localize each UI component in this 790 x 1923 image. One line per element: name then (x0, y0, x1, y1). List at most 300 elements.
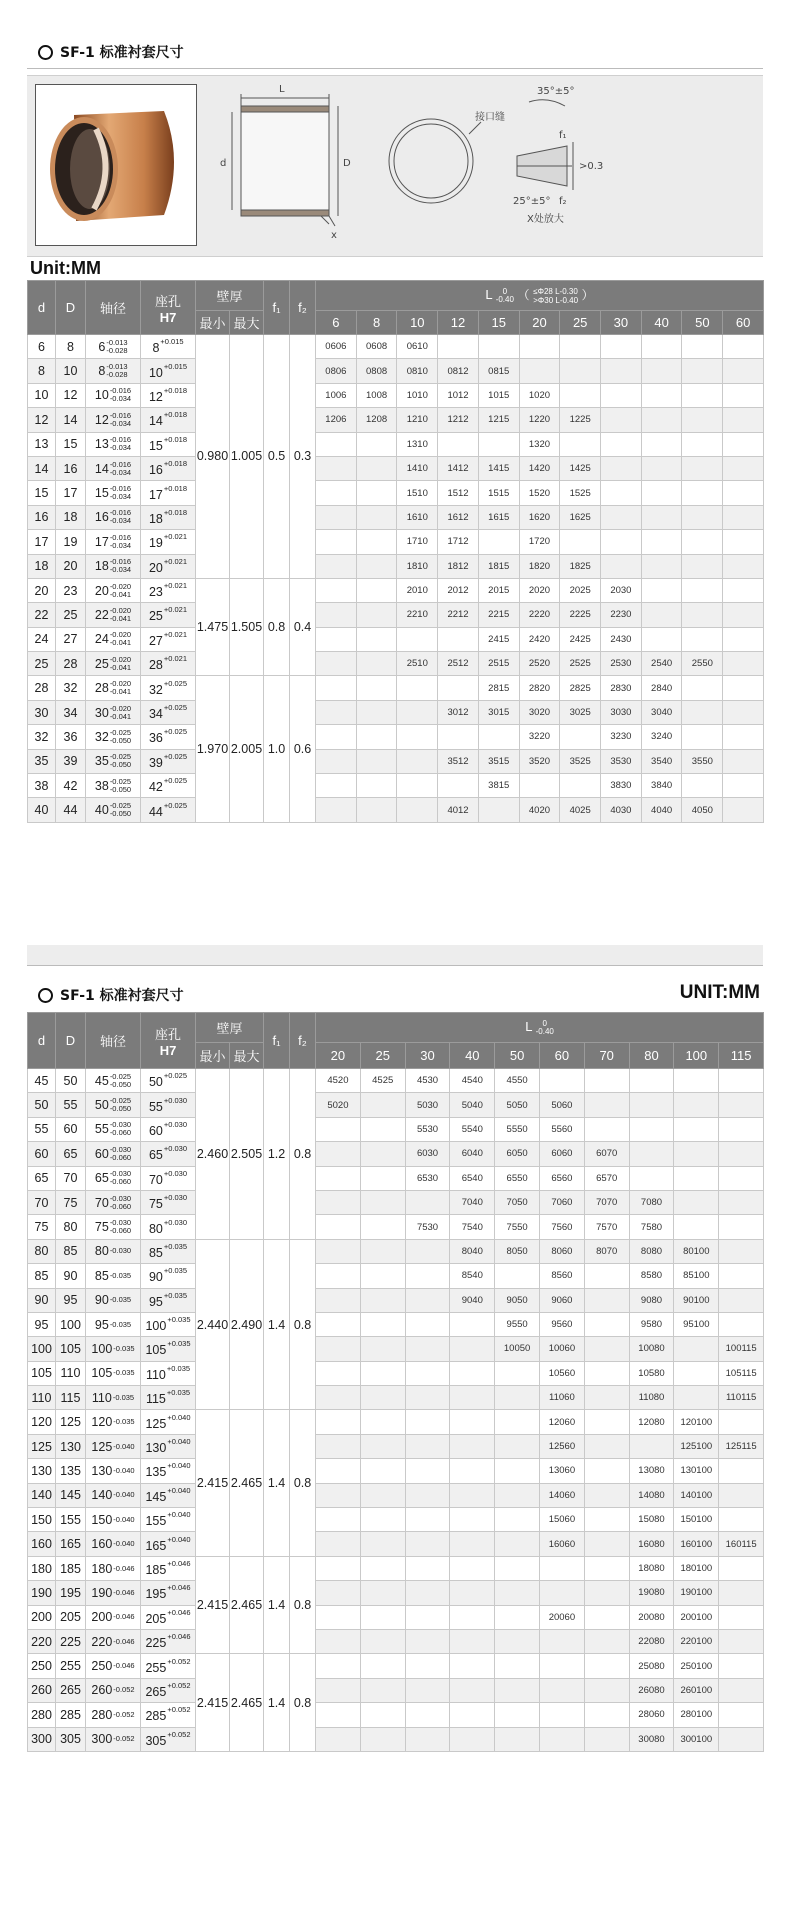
cell-code (584, 1410, 629, 1434)
cell-bore: 305 +0.052 (141, 1727, 196, 1751)
cell-code: 0610 (397, 335, 438, 359)
cell-code (316, 1678, 361, 1702)
cell-f2: 0.4 (290, 578, 316, 676)
cell-code: 3515 (478, 749, 519, 773)
cell-code: 220100 (674, 1629, 719, 1653)
cell-code: 6050 (495, 1142, 540, 1166)
cell-wall-min: 2.415 (196, 1654, 230, 1752)
cell-code (478, 725, 519, 749)
col-wall: 壁厚 (196, 281, 264, 311)
cell-bore: 185 +0.046 (141, 1556, 196, 1580)
cell-shaft: 150 -0.040 (86, 1508, 141, 1532)
cell-D: 36 (56, 725, 86, 749)
cell-code: 11080 (629, 1386, 674, 1410)
cell-code (540, 1727, 585, 1751)
cell-code: 8580 (629, 1264, 674, 1288)
cell-shaft: 30 -0.020 -0.041 (86, 700, 141, 724)
bushing-photo-image (36, 85, 196, 245)
cell-code: 2840 (641, 676, 682, 700)
cell-code: 3025 (560, 700, 601, 724)
cell-code: 0808 (356, 359, 397, 383)
cell-D: 8 (56, 335, 86, 359)
table-row (28, 1166, 764, 1190)
cell-code (356, 627, 397, 651)
cell-d: 75 (28, 1215, 56, 1239)
cell-shaft: 16 -0.016 -0.034 (86, 505, 141, 529)
cell-code (584, 1581, 629, 1605)
cell-shaft: 20 -0.020 -0.041 (86, 578, 141, 602)
cell-D: 27 (56, 627, 86, 651)
cell-code (405, 1727, 450, 1751)
col-L-100: 100 (674, 1043, 719, 1069)
cell-d: 55 (28, 1117, 56, 1141)
cell-shaft: 15 -0.016 -0.034 (86, 481, 141, 505)
cell-code (674, 1190, 719, 1214)
cell-code: 2820 (519, 676, 560, 700)
cell-code: 8540 (450, 1264, 495, 1288)
col-L-50: 50 (682, 311, 723, 335)
cell-code (360, 1508, 405, 1532)
cell-code: 120100 (674, 1410, 719, 1434)
cell-code (723, 359, 764, 383)
divider (27, 965, 763, 966)
cell-bore: 19 +0.021 (141, 530, 196, 554)
cell-code: 1208 (356, 408, 397, 432)
cell-code (360, 1093, 405, 1117)
cell-code: 13060 (540, 1459, 585, 1483)
cell-code (356, 798, 397, 822)
cell-D: 17 (56, 481, 86, 505)
cell-code (316, 481, 357, 505)
col-wall-max: 最大 (230, 311, 264, 335)
cell-code (719, 1508, 764, 1532)
cell-code (316, 1190, 361, 1214)
cell-code: 1815 (478, 554, 519, 578)
cell-code: 6550 (495, 1166, 540, 1190)
col-wall-min: 最小 (196, 311, 230, 335)
cell-code: 300100 (674, 1727, 719, 1751)
cell-code: 140100 (674, 1483, 719, 1507)
cell-code (674, 1142, 719, 1166)
cell-code (316, 749, 357, 773)
cell-code (682, 554, 723, 578)
cell-code (495, 1629, 540, 1653)
cell-code: 1520 (519, 481, 560, 505)
col-d: d (28, 1013, 56, 1069)
cell-d: 65 (28, 1166, 56, 1190)
cell-code (495, 1483, 540, 1507)
cell-d: 160 (28, 1532, 56, 1556)
cell-D: 10 (56, 359, 86, 383)
cell-code: 1515 (478, 481, 519, 505)
cell-code (316, 603, 357, 627)
cell-code (360, 1142, 405, 1166)
cell-bore: 110 +0.035 (141, 1361, 196, 1385)
cell-code: 3815 (478, 774, 519, 798)
cell-bore: 90 +0.035 (141, 1264, 196, 1288)
cell-D: 65 (56, 1142, 86, 1166)
cell-code (584, 1532, 629, 1556)
cell-code: 5560 (540, 1117, 585, 1141)
cell-code (719, 1264, 764, 1288)
cell-code (540, 1678, 585, 1702)
cell-d: 70 (28, 1190, 56, 1214)
cell-code: 1820 (519, 554, 560, 578)
cell-code (723, 603, 764, 627)
cell-code (360, 1312, 405, 1336)
cell-code: 5050 (495, 1093, 540, 1117)
cell-code (723, 432, 764, 456)
cell-code (316, 1239, 361, 1263)
cell-code (719, 1215, 764, 1239)
cell-code: 25080 (629, 1654, 674, 1678)
cell-code (601, 335, 642, 359)
cell-D: 50 (56, 1069, 86, 1093)
cell-code (641, 578, 682, 602)
cell-code (719, 1069, 764, 1093)
cell-code: 1212 (438, 408, 479, 432)
cell-code: 1012 (438, 383, 479, 407)
cell-d: 120 (28, 1410, 56, 1434)
cell-code (719, 1727, 764, 1751)
cell-code: 2540 (641, 652, 682, 676)
cell-D: 39 (56, 749, 86, 773)
cell-code: 3012 (438, 700, 479, 724)
cell-code (316, 652, 357, 676)
cell-code: 4550 (495, 1069, 540, 1093)
cell-code (723, 627, 764, 651)
cell-code (478, 530, 519, 554)
cell-code: 2210 (397, 603, 438, 627)
cell-shaft: 45 -0.025 -0.050 (86, 1069, 141, 1093)
cell-bore: 80 +0.030 (141, 1215, 196, 1239)
cell-code: 2425 (560, 627, 601, 651)
cell-D: 42 (56, 774, 86, 798)
cell-code: 2515 (478, 652, 519, 676)
cell-d: 280 (28, 1703, 56, 1727)
cell-code (450, 1337, 495, 1361)
cell-D: 15 (56, 432, 86, 456)
cell-code: 4540 (450, 1069, 495, 1093)
cell-code: 2030 (601, 578, 642, 602)
cell-d: 10 (28, 383, 56, 407)
cell-code (719, 1556, 764, 1580)
cell-f2: 0.8 (290, 1069, 316, 1240)
cell-code (356, 578, 397, 602)
table-row (28, 359, 764, 383)
cell-code: 14060 (540, 1483, 585, 1507)
cell-code (682, 774, 723, 798)
cell-shaft: 90 -0.035 (86, 1288, 141, 1312)
cell-code: 0810 (397, 359, 438, 383)
cell-code (641, 530, 682, 554)
cell-code: 1510 (397, 481, 438, 505)
cell-code (495, 1727, 540, 1751)
cell-code (682, 456, 723, 480)
cell-f1: 0.5 (264, 335, 290, 579)
cell-code (450, 1386, 495, 1410)
cell-d: 12 (28, 408, 56, 432)
cell-code (356, 505, 397, 529)
cell-code: 0606 (316, 335, 357, 359)
cell-code (450, 1654, 495, 1678)
cell-bore: 16 +0.018 (141, 456, 196, 480)
cell-D: 18 (56, 505, 86, 529)
cell-code (360, 1410, 405, 1434)
cell-bore: 20 +0.021 (141, 554, 196, 578)
cell-code: 2415 (478, 627, 519, 651)
table-row (28, 1386, 764, 1410)
cell-d: 50 (28, 1093, 56, 1117)
col-L-header: L 0 -0.40 （ ≤Φ28 L-0.30 >Φ30 L-0.40 ） (316, 281, 764, 311)
cell-code: 15060 (540, 1508, 585, 1532)
cell-shaft: 130 -0.040 (86, 1459, 141, 1483)
cell-code: 0812 (438, 359, 479, 383)
col-L-20: 20 (316, 1043, 361, 1069)
cell-bore: 15 +0.018 (141, 432, 196, 456)
cell-code: 10080 (629, 1337, 674, 1361)
cell-code (316, 554, 357, 578)
cell-d: 24 (28, 627, 56, 651)
cell-d: 150 (28, 1508, 56, 1532)
cell-code (316, 456, 357, 480)
table-row (28, 1142, 764, 1166)
table-row (28, 578, 764, 602)
cell-code: 2430 (601, 627, 642, 651)
cell-code (641, 603, 682, 627)
cell-wall-max: 2.465 (230, 1556, 264, 1654)
cell-code: 4050 (682, 798, 723, 822)
cell-shaft: 28 -0.020 -0.041 (86, 676, 141, 700)
cell-code (478, 335, 519, 359)
cell-code: 6060 (540, 1142, 585, 1166)
cell-code: 2010 (397, 578, 438, 602)
cell-code (360, 1727, 405, 1751)
cell-code: 7060 (540, 1190, 585, 1214)
cell-code: 1620 (519, 505, 560, 529)
cell-D: 12 (56, 383, 86, 407)
col-L-30: 30 (601, 311, 642, 335)
cell-code (540, 1703, 585, 1727)
cell-code: 1825 (560, 554, 601, 578)
cell-code (719, 1312, 764, 1336)
cell-code: 2530 (601, 652, 642, 676)
cell-code: 90100 (674, 1288, 719, 1312)
cell-code (719, 1117, 764, 1141)
cell-code (450, 1678, 495, 1702)
cell-code (629, 1434, 674, 1458)
cell-code (438, 774, 479, 798)
cell-code: 110115 (719, 1386, 764, 1410)
cell-wall-max: 2.465 (230, 1410, 264, 1556)
cell-code (584, 1264, 629, 1288)
cell-code (360, 1605, 405, 1629)
cell-code (519, 335, 560, 359)
cell-code (438, 335, 479, 359)
cell-d: 14 (28, 456, 56, 480)
cell-f1: 1.4 (264, 1556, 290, 1654)
cell-code: 1020 (519, 383, 560, 407)
cell-code (601, 554, 642, 578)
col-L-10: 10 (397, 311, 438, 335)
cell-code (495, 1703, 540, 1727)
cell-bore: 155 +0.040 (141, 1508, 196, 1532)
cell-code (674, 1117, 719, 1141)
cell-code: 95100 (674, 1312, 719, 1336)
cell-code: 1525 (560, 481, 601, 505)
cell-f2: 0.6 (290, 676, 316, 822)
cell-code: 1612 (438, 505, 479, 529)
cell-code (316, 1581, 361, 1605)
cell-wall-max: 1.005 (230, 335, 264, 579)
cell-code (540, 1581, 585, 1605)
col-L-12: 12 (438, 311, 479, 335)
cell-code (584, 1727, 629, 1751)
cell-d: 220 (28, 1629, 56, 1653)
cell-bore: 225 +0.046 (141, 1629, 196, 1653)
cell-code: 19080 (629, 1581, 674, 1605)
cell-code (316, 1556, 361, 1580)
cell-d: 38 (28, 774, 56, 798)
cell-code: 1812 (438, 554, 479, 578)
cell-code (316, 627, 357, 651)
cell-code (560, 432, 601, 456)
cell-bore: 32 +0.025 (141, 676, 196, 700)
col-wall-min: 最小 (196, 1043, 230, 1069)
cell-code (682, 432, 723, 456)
cell-code: 6030 (405, 1142, 450, 1166)
cell-code (450, 1703, 495, 1727)
dim-D: D (343, 158, 351, 169)
cell-code: 10580 (629, 1361, 674, 1385)
cell-code (723, 530, 764, 554)
cell-f2: 0.8 (290, 1556, 316, 1654)
cell-code (316, 1117, 361, 1141)
cell-code: 30080 (629, 1727, 674, 1751)
cell-code (674, 1166, 719, 1190)
col-L-25: 25 (360, 1043, 405, 1069)
cell-shaft: 200 -0.046 (86, 1605, 141, 1629)
table-row (28, 1483, 764, 1507)
cell-code (560, 383, 601, 407)
col-f2: f₂ (290, 281, 316, 335)
cell-bore: 23 +0.021 (141, 578, 196, 602)
cell-code (316, 1337, 361, 1361)
cell-code (405, 1239, 450, 1263)
cell-code (360, 1117, 405, 1141)
col-L-25: 25 (560, 311, 601, 335)
cell-shaft: 190 -0.046 (86, 1581, 141, 1605)
cell-code (641, 432, 682, 456)
cell-code: 2510 (397, 652, 438, 676)
cell-d: 250 (28, 1654, 56, 1678)
cell-D: 135 (56, 1459, 86, 1483)
cell-code: 3040 (641, 700, 682, 724)
cell-code (682, 725, 723, 749)
cell-code (719, 1629, 764, 1653)
cell-code (405, 1581, 450, 1605)
table-row (28, 1532, 764, 1556)
dim-L: L (279, 84, 285, 95)
cell-code: 160100 (674, 1532, 719, 1556)
cell-code (682, 530, 723, 554)
cell-code: 10060 (540, 1337, 585, 1361)
cell-shaft: 125 -0.040 (86, 1434, 141, 1458)
cell-d: 25 (28, 652, 56, 676)
cell-code (495, 1654, 540, 1678)
cell-shaft: 25 -0.020 -0.041 (86, 652, 141, 676)
cell-code (405, 1434, 450, 1458)
cell-code: 11060 (540, 1386, 585, 1410)
cell-shaft: 80 -0.030 (86, 1239, 141, 1263)
cell-code: 16080 (629, 1532, 674, 1556)
cell-D: 265 (56, 1678, 86, 1702)
cell-code: 6040 (450, 1142, 495, 1166)
cell-code (584, 1288, 629, 1312)
cell-code (641, 408, 682, 432)
cell-code (723, 408, 764, 432)
cell-code (601, 505, 642, 529)
cell-code (723, 676, 764, 700)
cell-D: 20 (56, 554, 86, 578)
cell-code (450, 1532, 495, 1556)
cell-code: 5040 (450, 1093, 495, 1117)
cell-code (316, 1727, 361, 1751)
cell-code: 2825 (560, 676, 601, 700)
cell-code (682, 359, 723, 383)
table-row (28, 1459, 764, 1483)
cell-code: 13080 (629, 1459, 674, 1483)
cell-code (723, 578, 764, 602)
cell-code (360, 1581, 405, 1605)
cell-bore: 42 +0.025 (141, 774, 196, 798)
cell-d: 40 (28, 798, 56, 822)
cell-code: 7530 (405, 1215, 450, 1239)
cell-code: 4520 (316, 1069, 361, 1093)
cell-shaft: 38 -0.025 -0.050 (86, 774, 141, 798)
cell-code: 3540 (641, 749, 682, 773)
cell-code (316, 798, 357, 822)
cell-code (641, 481, 682, 505)
cell-code (316, 1703, 361, 1727)
cell-D: 34 (56, 700, 86, 724)
cell-code (719, 1581, 764, 1605)
cell-code: 3240 (641, 725, 682, 749)
section2-title-text: SF-1 标准衬套尺寸 (60, 988, 184, 1004)
cell-D: 16 (56, 456, 86, 480)
cell-code (316, 432, 357, 456)
cell-bore: 135 +0.040 (141, 1459, 196, 1483)
cell-code: 130100 (674, 1459, 719, 1483)
table-row (28, 1361, 764, 1385)
cell-shaft: 280 -0.052 (86, 1703, 141, 1727)
table-row (28, 1215, 764, 1239)
cell-D: 28 (56, 652, 86, 676)
cell-code: 2025 (560, 578, 601, 602)
cell-code (560, 530, 601, 554)
cell-D: 70 (56, 1166, 86, 1190)
cell-f1: 1.4 (264, 1410, 290, 1556)
cell-code (601, 481, 642, 505)
cell-code (360, 1483, 405, 1507)
cell-code: 125100 (674, 1434, 719, 1458)
cell-d: 18 (28, 554, 56, 578)
cell-d: 32 (28, 725, 56, 749)
cell-code: 1215 (478, 408, 519, 432)
cell-shaft: 50 -0.025 -0.050 (86, 1093, 141, 1117)
cell-bore: 25 +0.021 (141, 603, 196, 627)
cell-code: 7550 (495, 1215, 540, 1239)
